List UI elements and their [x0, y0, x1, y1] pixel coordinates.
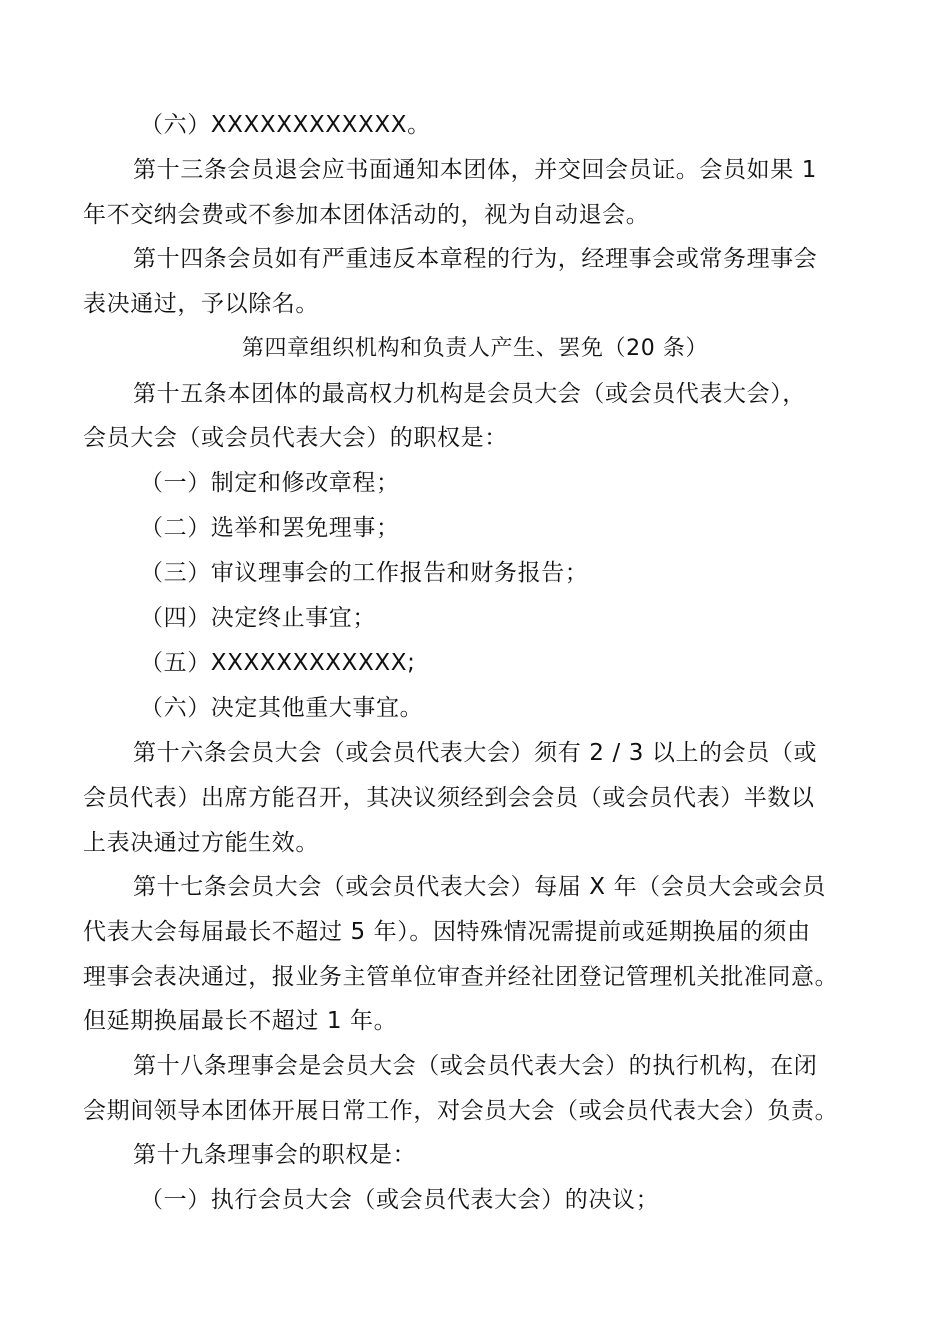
paragraph-line: 代表大会每届最长不超过 5 年）。因特殊情况需提前或延期换届的须由: [83, 919, 811, 945]
list-item: （二）选举和罢免理事；: [140, 515, 400, 541]
paragraph-line: 会期间领导本团体开展日常工作，对会员大会（或会员代表大会）负责。: [83, 1098, 839, 1124]
paragraph-line: 第十八条理事会是会员大会（或会员代表大会）的执行机构，在闭: [133, 1053, 818, 1079]
list-item: （六）XXXXXXXXXXXX。: [140, 112, 431, 138]
list-item: （一）执行会员大会（或会员代表大会）的决议；: [140, 1187, 660, 1213]
list-item: （四）决定终止事宜；: [140, 605, 376, 631]
paragraph-line: 理事会表决通过，报业务主管单位审查并经社团登记管理机关批准同意。: [83, 964, 839, 990]
paragraph-line: 上表决通过方能生效。: [83, 830, 319, 856]
paragraph-line: 第十七条会员大会（或会员代表大会）每届 X 年（会员大会或会员: [133, 874, 826, 900]
list-item: （六）决定其他重大事宜。: [140, 695, 424, 721]
paragraph-line: 会员大会（或会员代表大会）的职权是：: [83, 425, 508, 451]
paragraph-line: 第十九条理事会的职权是：: [133, 1142, 417, 1168]
paragraph-line: 表决通过，予以除名。: [83, 291, 319, 317]
paragraph-line: 会员代表）出席方能召开，其决议须经到会会员（或会员代表）半数以: [83, 785, 815, 811]
paragraph-line: 第十五条本团体的最高权力机构是会员大会（或会员代表大会），: [133, 381, 806, 407]
list-item: （三）审议理事会的工作报告和财务报告；: [140, 560, 589, 586]
paragraph-line: 第十四条会员如有严重违反本章程的行为，经理事会或常务理事会: [133, 246, 818, 272]
paragraph-line: 第十六条会员大会（或会员代表大会）须有 2 / 3 以上的会员（或: [133, 740, 818, 766]
paragraph-line: 年不交纳会费或不参加本团体活动的，视为自动退会。: [83, 202, 650, 228]
list-item: （五）XXXXXXXXXXXX;: [140, 650, 416, 676]
chapter-heading: 第四章组织机构和负责人产生、罢免（20 条）: [241, 336, 709, 361]
paragraph-line: 第十三条会员退会应书面通知本团体，并交回会员证。会员如果 1: [133, 157, 817, 183]
list-item: （一）制定和修改章程；: [140, 470, 400, 496]
paragraph-line: 但延期换届最长不超过 1 年。: [83, 1008, 398, 1034]
